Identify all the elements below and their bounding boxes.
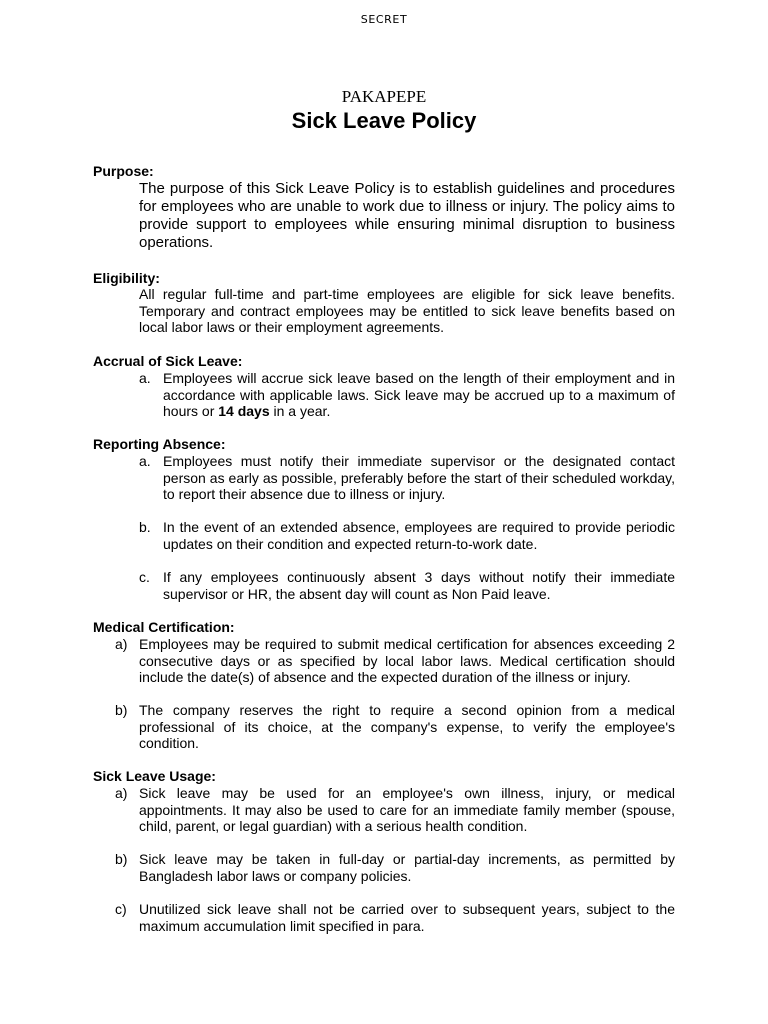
list-marker: b) bbox=[115, 702, 128, 718]
section-heading-eligibility: Eligibility: bbox=[93, 270, 160, 286]
bold-duration: 14 days bbox=[218, 403, 270, 419]
section-heading-medical: Medical Certification: bbox=[93, 619, 235, 635]
list-item-text: Employees will accrue sick leave based on the length of their employment and in accordance with applicable laws. Sick leave may be accrued up to a maximum of hours or 14 days in a year. bbox=[163, 370, 675, 419]
section-heading-usage: Sick Leave Usage: bbox=[93, 768, 216, 784]
section-heading-purpose: Purpose: bbox=[93, 163, 154, 179]
list-marker: a) bbox=[115, 636, 128, 652]
list-item-text: Unutilized sick leave shall not be carried over to subsequent years, subject to the maximum accumulation limit specified in para. bbox=[139, 901, 675, 934]
classification-label: SECRET bbox=[360, 13, 408, 26]
company-name: PAKAPEPE bbox=[341, 87, 427, 106]
list-marker: c. bbox=[139, 569, 150, 585]
list-item-text: The company reserves the right to require a second opinion from a medical professional of its choice, at the company's expense, to verify the employee's condition. bbox=[139, 702, 675, 751]
list-item-text: If any employees continuously absent 3 days without notify their immediate supervisor or HR, the absent day will count as Non Paid leave. bbox=[163, 569, 675, 602]
page-title: Sick Leave Policy bbox=[291, 108, 477, 133]
list-marker: c) bbox=[115, 901, 127, 917]
list-marker: a. bbox=[139, 370, 151, 386]
list-marker: b. bbox=[139, 519, 151, 535]
section-text-eligibility: All regular full-time and part-time employees are eligible for sick leave benefits. Temporary and contract employees may be entitled to sick leave benefits based on local labor laws or their employment agreements. bbox=[139, 286, 675, 335]
section-heading-accrual: Accrual of Sick Leave: bbox=[93, 353, 243, 369]
list-item-text: Sick leave may be used for an employee's own illness, injury, or medical appointments. It may also be used to care for an immediate family member (spouse, child, parent, or legal guardian) with a serious health condition. bbox=[139, 785, 675, 834]
list-marker: a) bbox=[115, 785, 128, 801]
list-marker: b) bbox=[115, 851, 128, 867]
list-item-text: In the event of an extended absence, employees are required to provide periodic updates on their condition and expected return-to-work date. bbox=[163, 519, 675, 552]
list-item-text: Employees may be required to submit medical certification for absences exceeding 2 consecutive days or as specified by local labor laws. Medical certification should include the date(s) of absence and the expected duration of the illness or injury. bbox=[139, 636, 675, 685]
list-marker: a. bbox=[139, 453, 151, 469]
list-item-text: Employees must notify their immediate supervisor or the designated contact person as early as possible, preferably before the start of their scheduled workday, to report their absence due to illness or injury. bbox=[163, 453, 675, 502]
list-item-text: Sick leave may be taken in full-day or partial-day increments, as permitted by Bangladesh labor laws or company policies. bbox=[139, 851, 675, 884]
section-text-purpose: The purpose of this Sick Leave Policy is to establish guidelines and procedures for employees who are unable to work due to illness or injury. The policy aims to provide support to employees while ensuring minimal disruption to business operations. bbox=[139, 180, 675, 251]
section-heading-reporting: Reporting Absence: bbox=[93, 436, 226, 452]
